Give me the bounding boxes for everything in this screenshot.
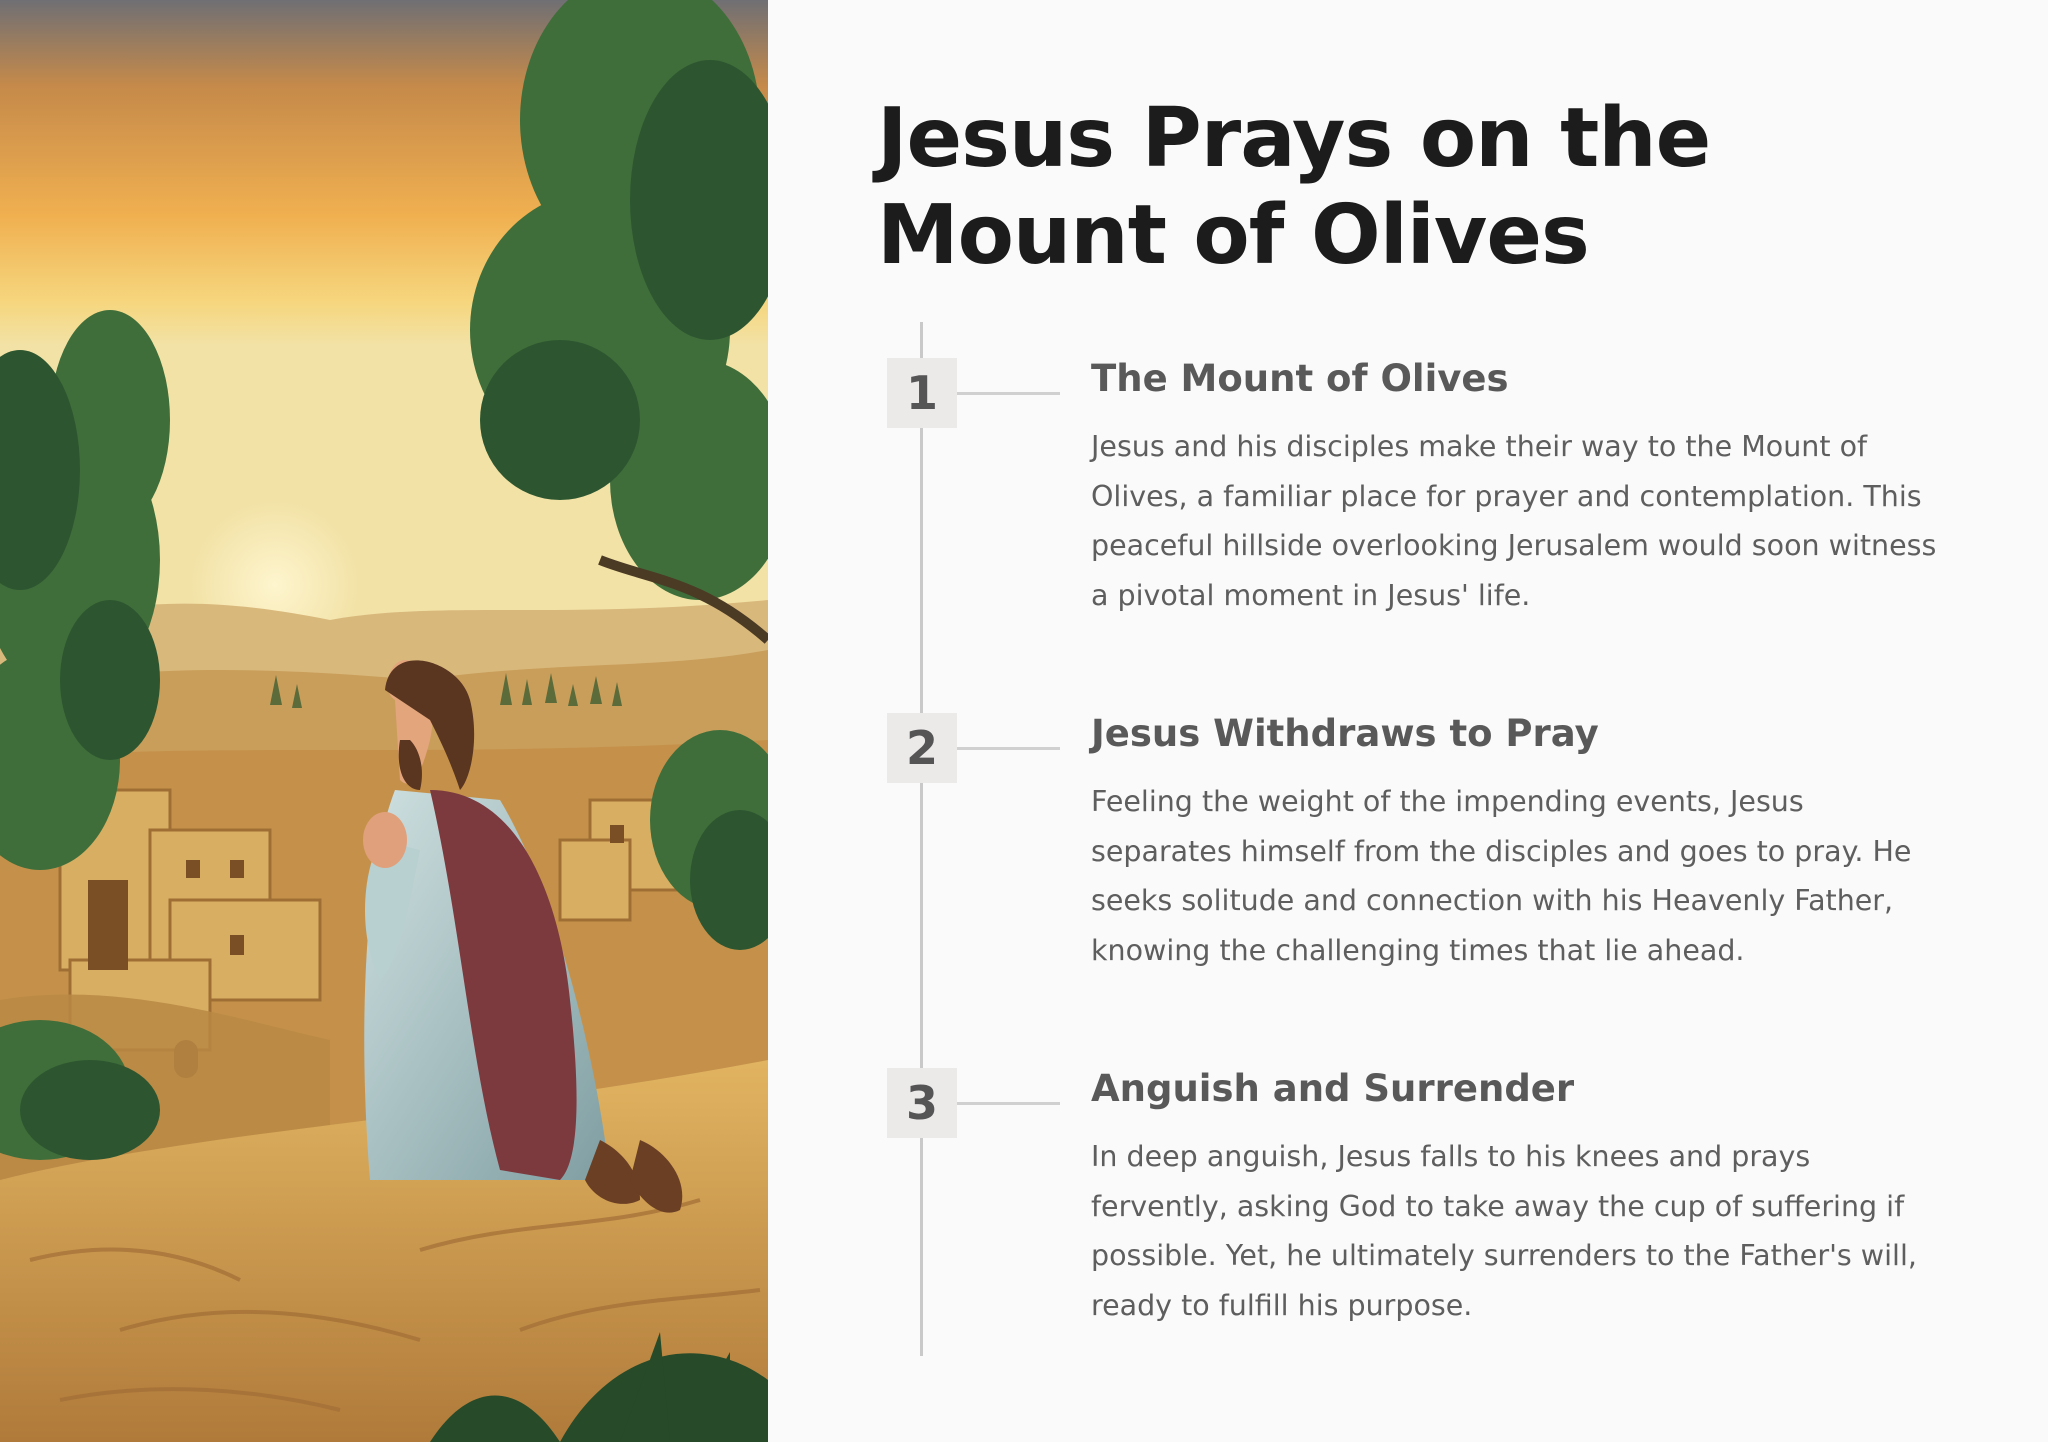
- content-panel: [768, 0, 2048, 1442]
- step-description: Feeling the weight of the impending events, Jesus separates himself from the disciples and goes to pray. He seeks solitude and connection with his Heavenly Father, knowing the challenging times that lie ahead.: [1091, 785, 1912, 967]
- step-number-badge: 3: [887, 1068, 957, 1138]
- timeline-step: [768, 358, 2048, 678]
- step-number-badge: 2: [887, 713, 957, 783]
- step-description: Jesus and his disciples make their way to the Mount of Olives, a familiar place for prayer and contemplation. This peaceful hillside overlooking Jerusalem would soon witness a pivotal moment in Jesus' life.: [1091, 430, 1937, 612]
- step-description: In deep anguish, Jesus falls to his knees and prays fervently, asking God to take away the cup of suffering if possible. Yet, he ultimately surrenders to the Father's will, ready to fulfill his purpose.: [1091, 1140, 1917, 1322]
- step-title: The Mount of Olives: [1091, 357, 1509, 400]
- timeline-step: [768, 713, 2048, 1033]
- timeline-step: [768, 1068, 2048, 1388]
- step-number-badge: 1: [887, 358, 957, 428]
- step-title: Jesus Withdraws to Pray: [1091, 712, 1599, 755]
- jesus-praying-illustration: [0, 0, 768, 1442]
- step-title: Anguish and Surrender: [1091, 1067, 1575, 1110]
- step-connector: [957, 747, 1060, 750]
- page-title: Jesus Prays on the Mount of Olives: [877, 91, 1711, 283]
- step-connector: [957, 1102, 1060, 1105]
- step-connector: [957, 392, 1060, 395]
